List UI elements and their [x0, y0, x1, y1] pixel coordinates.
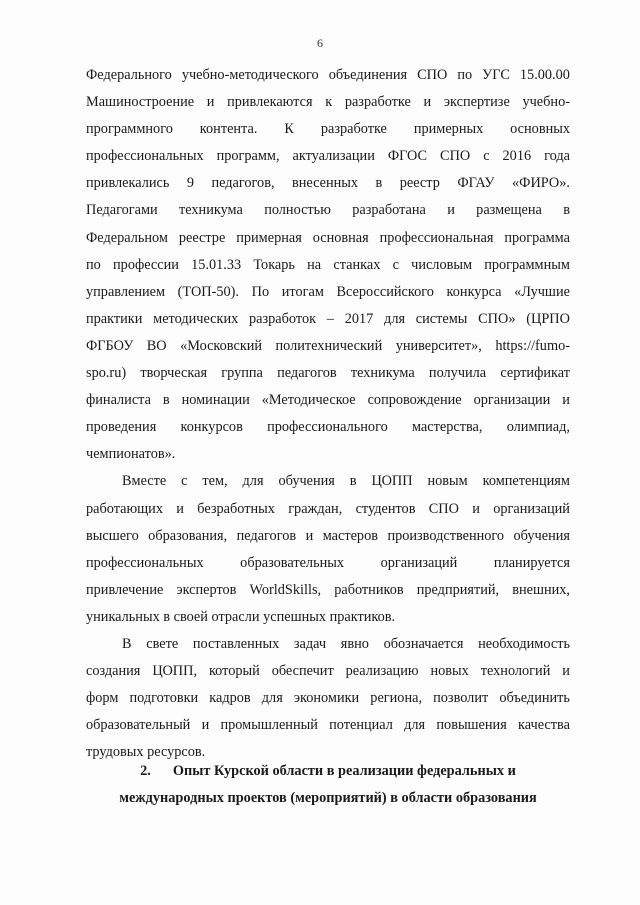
text-line: программного контента. К разработке примерных основных: [86, 121, 570, 138]
section-heading-line-2: международных проектов (мероприятий) в области образования: [119, 790, 537, 807]
page-number: 6: [317, 36, 323, 50]
text-line: профессиональных программ, актуализации ФГОС СПО с 2016 года: [86, 148, 570, 165]
section-number: 2.: [140, 763, 151, 779]
section-title-part-1: Опыт Курской области в реализации федеральных и: [172, 763, 516, 779]
text-line: проведения конкурсов профессионального мастерства, олимпиад,: [86, 419, 570, 436]
text-line: форм подготовки кадров для экономики региона, позволит объединить: [86, 690, 570, 707]
text-line: spo.ru) творческая группа педагогов техникума получила сертификат: [86, 365, 570, 382]
text-line: уникальных в своей отрасли успешных практиков.: [86, 608, 396, 625]
text-line: работающих и безработных граждан, студентов СПО и организаций: [86, 500, 570, 517]
text-line: высшего образования, педагогов и мастеров производственного обучения: [86, 527, 570, 544]
text-line: трудовых ресурсов.: [86, 744, 206, 761]
paragraph: [86, 631, 570, 766]
text-line: Машиностроение и привлекаются к разработке и экспертизе учебно-: [86, 94, 570, 111]
text-line: практики методических разработок – 2017 для системы СПО» (ЦРПО: [86, 310, 570, 327]
text-line: образовательный и промышленный потенциал для повышения качества: [86, 717, 570, 734]
text-line: финалиста в номинации «Методическое сопровождение организации и: [86, 392, 570, 409]
section-heading-line-1: [86, 758, 570, 785]
text-line: управлением (ТОП-50). По итогам Всероссийского конкурса «Лучшие: [86, 283, 570, 300]
text-line: Педагогами техникума полностью разработана и размещена в: [86, 202, 570, 219]
paragraph: [86, 468, 570, 631]
text-line: ФГБОУ ВО «Московский политехнический университет», https://fumo-: [86, 337, 570, 354]
text-line: В свете поставленных задач явно обозначается необходимость: [122, 635, 570, 652]
body-text: [86, 62, 570, 766]
text-line: создания ЦОПП, который обеспечит реализацию новых технологий и: [86, 663, 570, 680]
text-line: Федеральном реестре примерная основная профессиональная программа: [86, 229, 570, 246]
text-line: привлечение экспертов WorldSkills, работников предприятий, внешних,: [86, 581, 570, 598]
text-line: по профессии 15.01.33 Токарь на станках с числовым программным: [86, 256, 570, 273]
text-line: чемпионатов».: [86, 446, 176, 463]
text-line: привлекались 9 педагогов, внесенных в реестр ФГАУ «ФИРО».: [86, 175, 570, 192]
section-heading: [86, 758, 570, 812]
paragraph: [86, 62, 570, 468]
text-line: Вместе с тем, для обучения в ЦОПП новым компетенциям: [122, 473, 570, 490]
text-line: Федерального учебно-методического объединения СПО по УГС 15.00.00: [86, 67, 570, 83]
text-line: профессиональных образовательных организаций планируется: [86, 554, 570, 571]
